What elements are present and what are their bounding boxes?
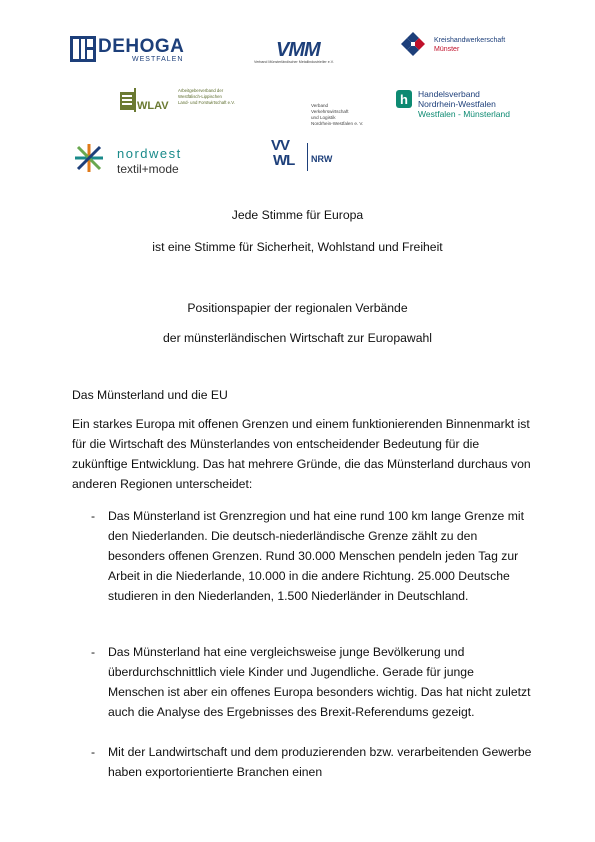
vvwl-line-1: Verband (311, 103, 329, 108)
nordwest-logo (73, 142, 193, 176)
title-line-1: Jede Stimme für Europa (231, 208, 364, 222)
bullet-marker: - (91, 745, 96, 759)
wlav-line-3: Land- und Forstwirtschaft e.V. (178, 100, 235, 105)
bullet-marker: - (91, 509, 96, 523)
subtitle-line-1: Positionspapier der regionalen Verbände (187, 301, 408, 315)
vvwl-line-3: und Logistik (311, 115, 336, 120)
vmm-sub: Verband Münsterländischer Metallindustrieller e.V. (254, 60, 334, 64)
title-line-2: ist eine Stimme für Sicherheit, Wohlstand und Freiheit (152, 240, 443, 254)
bullet-item-3: Mit der Landwirtschaft und dem produzierenden bzw. verarbeitenden Gewerbe haben exportorientierte Branchen einen (108, 745, 532, 779)
wlav-line-1: Arbeitgeberverband der (178, 88, 224, 93)
kreishandwerkerschaft-logo (400, 31, 540, 59)
vvwl-line-2: Verkehrswirtschaft (311, 109, 349, 114)
vvwl-region: NRW (311, 154, 333, 164)
vvwl-mark-bottom: WL (273, 152, 295, 169)
handelsverband-line-1: Handelsverband (418, 89, 480, 99)
nordwest-star-icon (73, 142, 105, 174)
kreishandwerkerschaft-name: Kreishandwerkerschaft (434, 37, 506, 44)
handelsverband-logo (396, 88, 536, 120)
handelsverband-line-3: Westfalen - Münsterland (418, 109, 510, 119)
section-title: Das Münsterland und die EU (72, 388, 228, 402)
vvwl-divider (307, 143, 308, 171)
handelsverband-h-icon (396, 90, 412, 108)
bullet-item-2: Das Münsterland hat eine vergleichsweise junge Bevölkerung und überdurchschnittlich viele Kinder und Jugendliche. Gerade für junge Menschen ist aber ein offenes Europa besonders wichtig. Das hat nicht zuletzt auch die Analyse des Ergebnisses des Brexit-Referendums gezeigt. (108, 645, 531, 719)
intro-paragraph: Ein starkes Europa mit offenen Grenzen und einem funktionierenden Binnenmarkt ist für die Wirtschaft des Münsterlandes von entscheidender Bedeutung für die zukünftige Entwicklung. Das hat mehrere Gründe, die das Münsterland durchaus von anderen Regionen unterscheidet: (72, 417, 531, 491)
dehoga-logo (70, 36, 200, 66)
svg-text:h: h (400, 92, 408, 107)
bullet-marker: - (91, 645, 96, 659)
vvwl-mark-top: VV (271, 137, 290, 154)
subtitle-line-2: der münsterländischen Wirtschaft zur Europawahl (163, 331, 432, 345)
bullet-item-1: Das Münsterland ist Grenzregion und hat eine rund 100 km lange Grenze mit den Niederlanden. Die deutsch-niederländische Grenze zählt zu den besonders offenen Grenzen. Rund 30.000 Menschen pendeln jeden Tag zur Arbeit in die Niederlande, 10.000 in die andere Richtung. 25.000 Deutsche studieren in den Niederlanden, 1.500 Niederländer in Deutschland. (108, 509, 524, 603)
wlav-mark-icon (120, 88, 169, 112)
nordwest-name: nordwest (117, 146, 182, 161)
wlav-line-2: Westfälisch-Lippischen (178, 94, 222, 99)
vmm-logo (254, 39, 354, 68)
dehoga-sub: WESTFALEN (132, 56, 184, 63)
wlav-name: WLAV (137, 100, 169, 112)
kreishandwerkerschaft-sub: Münster (434, 46, 460, 53)
handelsverband-line-2: Nordrhein-Westfalen (418, 99, 496, 109)
nordwest-sub: textil+mode (117, 162, 179, 176)
vvwl-logo (271, 101, 381, 173)
vvwl-line-4: Nordrhein-Westfalen e. V. (311, 121, 364, 126)
kreishandwerkerschaft-mark-icon (400, 31, 426, 57)
vmm-name: VMM (276, 39, 320, 61)
dehoga-name: DEHOGA (98, 36, 185, 57)
dehoga-mark-icon (70, 36, 96, 62)
wlav-logo (120, 88, 260, 114)
